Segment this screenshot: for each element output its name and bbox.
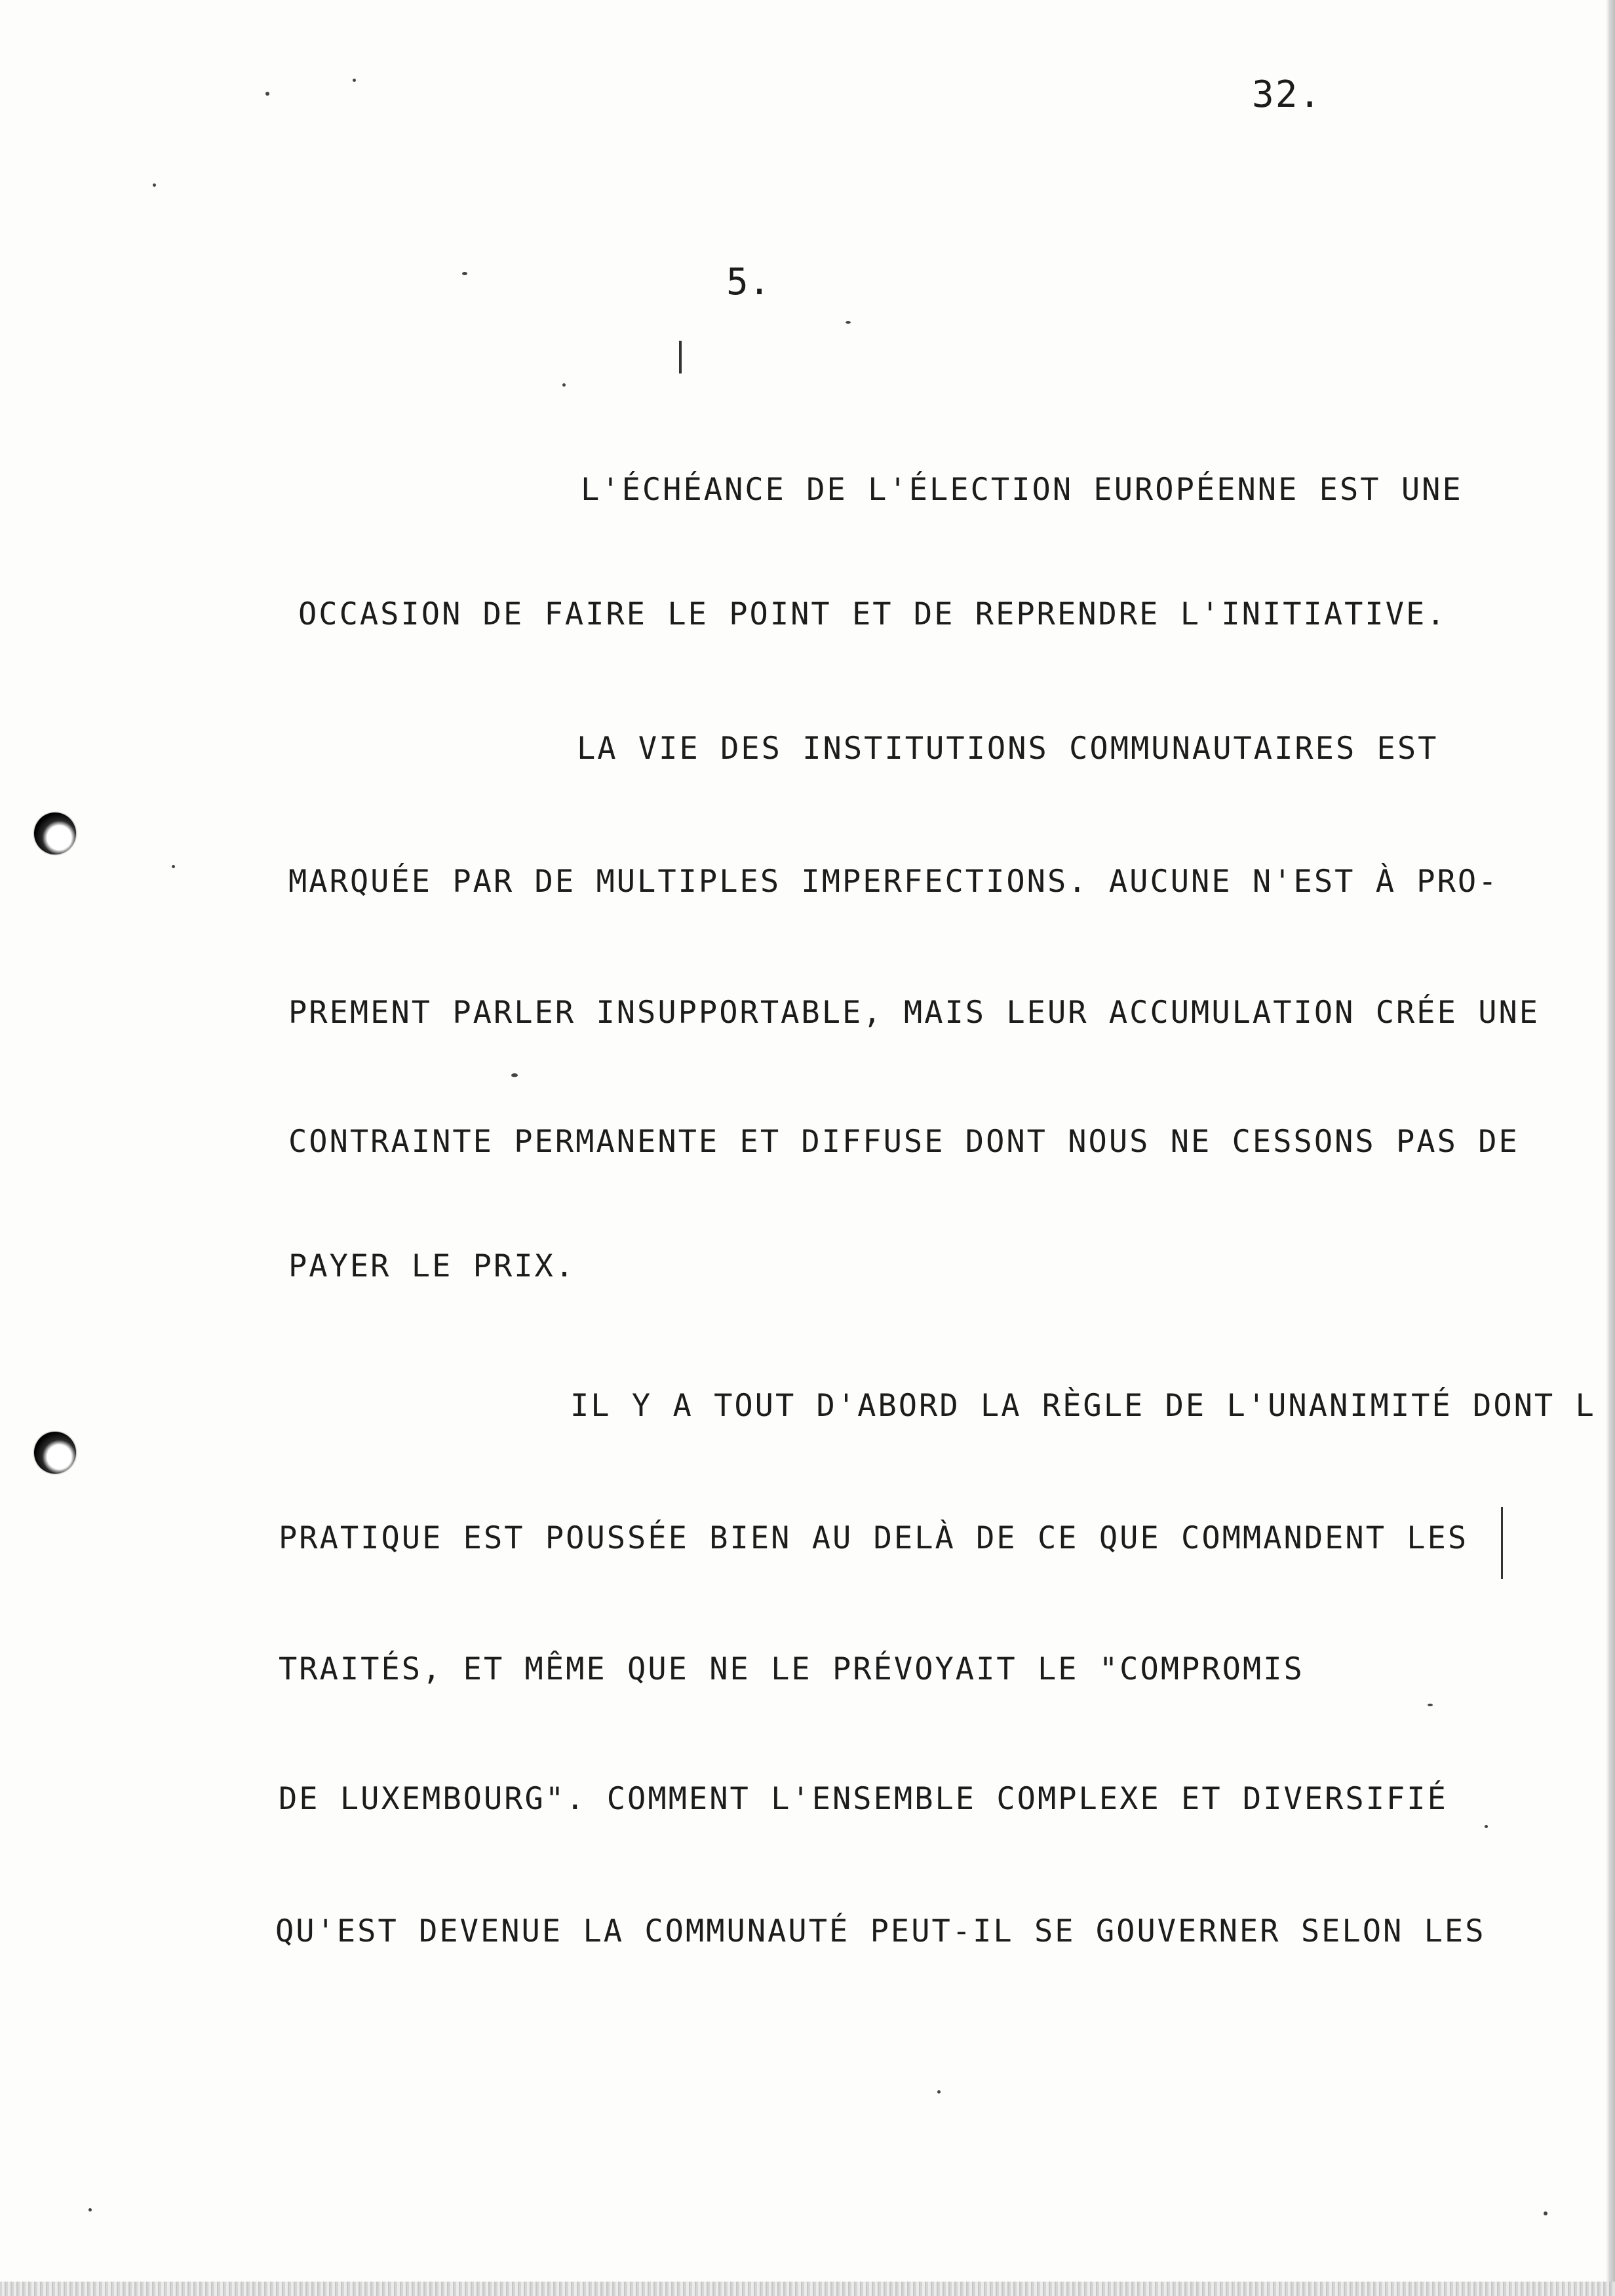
text-line: DE LUXEMBOURG". COMMENT L'ENSEMBLE COMPLEXE ET DIVERSIFIÉ	[279, 1781, 1448, 1817]
scan-mark	[679, 341, 682, 373]
text-line: IL Y A TOUT D'ABORD LA RÈGLE DE L'UNANIMITÉ DONT L	[570, 1388, 1596, 1424]
text-line: PREMENT PARLER INSUPPORTABLE, MAIS LEUR ACCUMULATION CRÉE UNE	[288, 995, 1540, 1031]
scan-mark	[1501, 1507, 1503, 1579]
text-line: CONTRAINTE PERMANENTE ET DIFFUSE DONT NOUS NE CESSONS PAS DE	[288, 1124, 1519, 1160]
text-line: PRATIQUE EST POUSSÉE BIEN AU DELÀ DE CE QUE COMMANDENT LES	[279, 1520, 1469, 1556]
text-line: LA VIE DES INSTITUTIONS COMMUNAUTAIRES EST	[577, 731, 1439, 767]
scan-speck	[1485, 1825, 1488, 1828]
scan-bottom-noise	[0, 2282, 1615, 2296]
text-line: TRAITÉS, ET MÊME QUE NE LE PRÉVOYAIT LE "COMPROMIS	[279, 1651, 1304, 1687]
scan-speck	[1544, 2211, 1547, 2215]
punch-hole-icon	[34, 1432, 76, 1474]
scan-speck	[1428, 1704, 1433, 1706]
punch-hole-icon	[34, 813, 76, 854]
text-line: MARQUÉE PAR DE MULTIPLES IMPERFECTIONS. AUCUNE N'EST À PRO-	[288, 864, 1499, 900]
scan-speck	[562, 383, 566, 387]
scan-speck	[88, 2208, 92, 2211]
text-line: PAYER LE PRIX.	[288, 1248, 576, 1284]
text-line: L'ÉCHÉANCE DE L'ÉLECTION EUROPÉENNE EST UNE	[581, 472, 1463, 508]
scan-speck	[265, 92, 269, 96]
text-line: QU'EST DEVENUE LA COMMUNAUTÉ PEUT-IL SE GOUVERNER SELON LES	[275, 1913, 1486, 1949]
scan-speck	[846, 321, 851, 324]
section-number: 5.	[726, 261, 771, 303]
text-line: OCCASION DE FAIRE LE POINT ET DE REPRENDRE L'INITIATIVE.	[298, 596, 1447, 632]
page-number: 32.	[1252, 73, 1323, 116]
page-edge-shadow	[1606, 0, 1615, 2296]
scan-speck	[353, 79, 356, 82]
scan-speck	[172, 865, 175, 868]
scan-speck	[511, 1073, 518, 1077]
scan-speck	[153, 183, 156, 187]
scan-speck	[937, 2090, 941, 2094]
scan-speck	[462, 272, 467, 275]
